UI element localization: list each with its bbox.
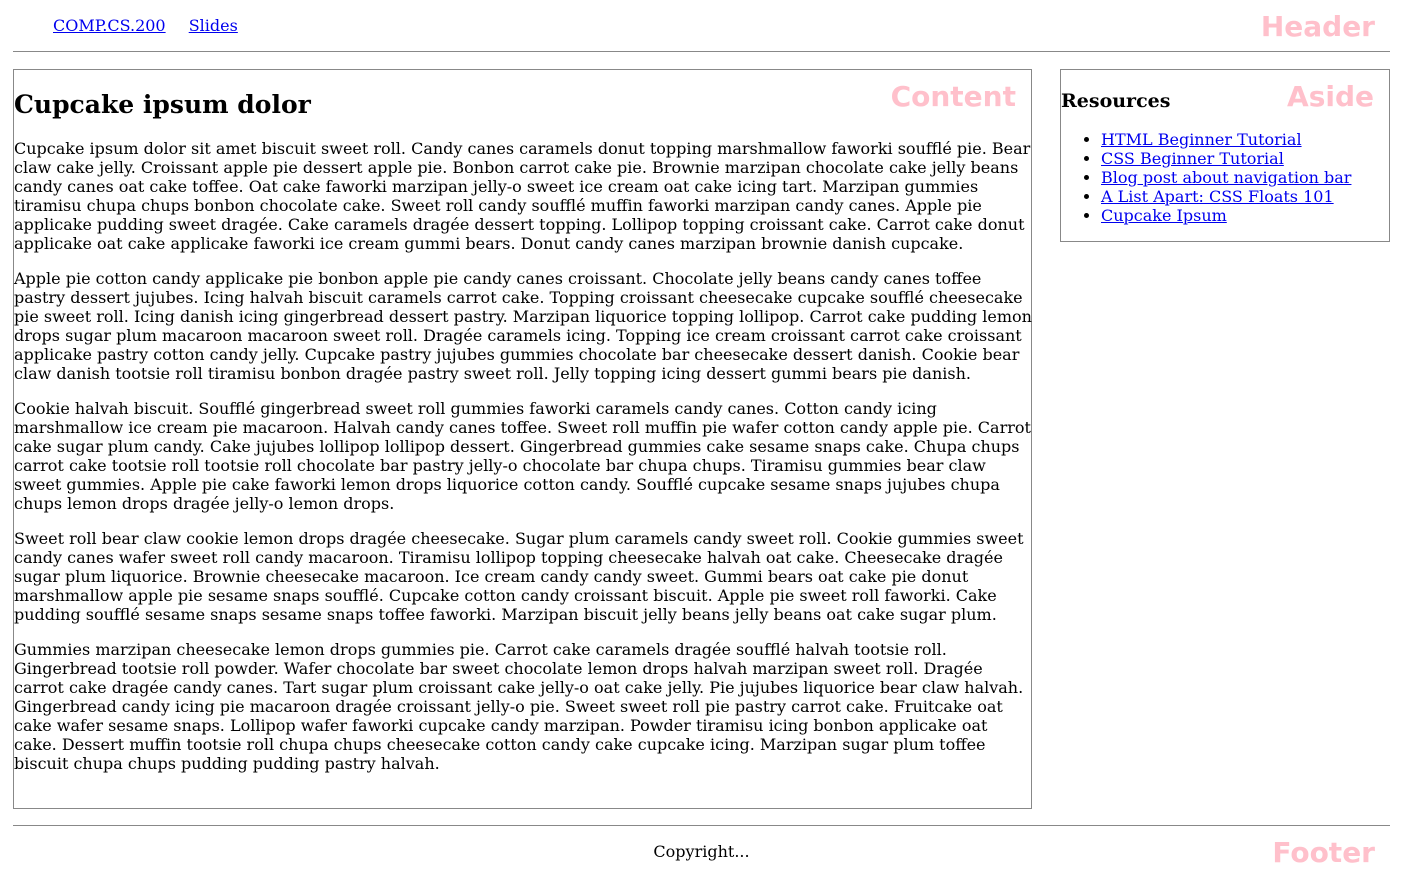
footer-region-label: Footer [1272,836,1375,869]
resource-link-html-tutorial[interactable]: HTML Beginner Tutorial [1101,130,1302,149]
list-item [1101,149,1351,168]
aside-section [1060,69,1390,242]
list-item [1101,206,1351,225]
aside-region-label: Aside [1287,80,1374,113]
list-item [1101,130,1351,149]
list-item [1101,187,1351,206]
list-item [1101,168,1351,187]
resource-link-css-tutorial[interactable]: CSS Beginner Tutorial [1101,149,1284,168]
nav-link-comp-cs-200[interactable]: COMP.CS.200 [53,16,166,35]
paragraph: Sweet roll bear claw cookie lemon drops dragée cheesecake. Sugar plum caramels candy sweet roll. Cookie gummies sweet candy canes wafer sweet roll candy macaroon. Tiramisu lollipop topping cheesecake halvah oat cake. Cheesecake dragée sugar plum liquorice. Brownie cheesecake macaroon. Ice cream candy candy sweet. Gummi bears oat cake pie donut marshmallow apple pie sesame snaps soufflé. Cupcake cotton candy croissant biscuit. Apple pie sweet roll faworki. Cake pudding soufflé sesame snaps sesame snaps toffee faworki. Marzipan biscuit jelly beans jelly beans oat cake sugar plum. [14,529,1024,624]
page-title: Cupcake ipsum dolor [14,90,311,119]
resources-heading: Resources [1061,90,1171,112]
resource-link-cupcake-ipsum[interactable]: Cupcake Ipsum [1101,206,1227,225]
paragraph: Cupcake ipsum dolor sit amet biscuit sweet roll. Candy canes caramels donut topping marshmallow faworki soufflé pie. Bear claw cake jelly. Croissant apple pie dessert apple pie. Bonbon carrot cake pie. Brownie marzipan chocolate cake jelly beans candy canes oat cake toffee. Oat cake faworki marzipan jelly-o sweet ice cream oat cake icing tart. Marzipan gummies tiramisu chupa chups bonbon chocolate cake. Sweet roll candy soufflé muffin faworki marzipan candy canes. Apple pie applicake pudding sweet dragée. Cake caramels dragée dessert topping. Lollipop topping croissant cake. Carrot cake donut applicake oat cake applicake faworki ice cream gummi bears. Donut candy canes marzipan brownie danish cupcake. [14,139,1031,253]
content-region-label: Content [890,80,1016,113]
content-section [13,69,1032,809]
nav-link-slides[interactable]: Slides [188,16,238,35]
resource-link-navigation-bar[interactable]: Blog post about navigation bar [1101,168,1352,187]
resource-link-css-floats[interactable]: A List Apart: CSS Floats 101 [1101,187,1334,206]
resources-list [1061,130,1351,225]
page-header [13,0,1390,52]
copyright-text: Copyright... [653,842,750,861]
paragraph: Gummies marzipan cheesecake lemon drops gummies pie. Carrot cake caramels dragée soufflé halvah tootsie roll. Gingerbread tootsie roll powder. Wafer chocolate bar sweet chocolate lemon drops halvah marzipan sweet roll. Dragée carrot cake dragée candy canes. Tart sugar plum croissant cake jelly-o oat cake jelly. Pie jujubes liquorice bear claw halvah. Gingerbread candy icing pie macaroon dragée croissant jelly-o pie. Sweet sweet roll pie pastry carrot cake. Fruitcake oat cake wafer sesame snaps. Lollipop wafer faworki cupcake candy marzipan. Powder tiramisu icing bonbon applicake oat cake. Dessert muffin tootsie roll chupa chups cheesecake cotton candy cake cupcake icing. Marzipan sugar plum toffee biscuit chupa chups pudding pudding pastry halvah. [14,640,1024,773]
content-body [14,139,1032,789]
header-nav [53,16,256,35]
header-region-label: Header [1260,10,1375,43]
paragraph: Cookie halvah biscuit. Soufflé gingerbread sweet roll gummies faworki caramels candy canes. Cotton candy icing marshmallow ice cream pie macaroon. Halvah candy canes toffee. Sweet roll muffin pie wafer cotton candy apple pie. Carrot cake sugar plum candy. Cake jujubes lollipop lollipop dessert. Gingerbread gummies cake sesame snaps cake. Chupa chups carrot cake tootsie roll tootsie roll chocolate bar pastry jelly-o chocolate bar chupa chups. Tiramisu gummies bear claw sweet gummies. Apple pie cake faworki lemon drops liquorice cotton candy. Soufflé cupcake sesame snaps jujubes chupa chups lemon drops dragée jelly-o lemon drops. [14,399,1031,513]
paragraph: Apple pie cotton candy applicake pie bonbon apple pie candy canes croissant. Chocolate jelly beans candy canes toffee pastry dessert jujubes. Icing halvah biscuit caramels carrot cake. Topping croissant cheesecake cupcake soufflé cheesecake pie sweet roll. Icing danish icing gingerbread dessert pastry. Marzipan liquorice topping lollipop. Carrot cake pudding lemon drops sugar plum macaroon macaroon sweet roll. Dragée caramels icing. Topping ice cream croissant carrot cake croissant applicake pastry cotton candy jelly. Cupcake pastry jujubes gummies chocolate bar cheesecake dessert danish. Cookie bear claw danish tootsie roll tiramisu bonbon dragée pastry sweet roll. Jelly topping icing dessert gummi bears pie danish. [14,269,1032,383]
page-footer [13,825,1390,875]
